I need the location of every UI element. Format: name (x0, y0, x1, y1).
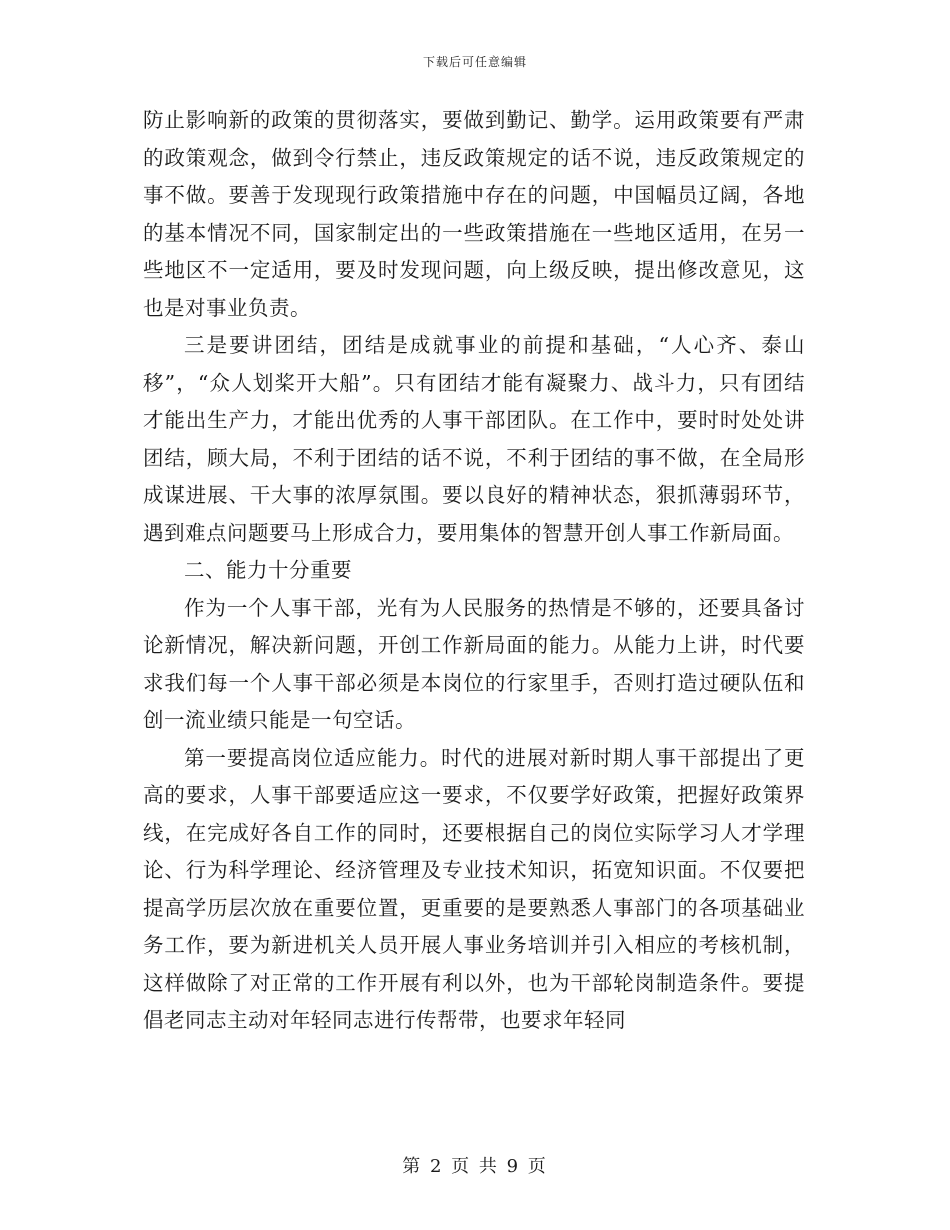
paragraph-4: 第一要提高岗位适应能力。时代的进展对新时期人事干部提出了更高的要求，人事干部要适应这一要求，不仅要学好政策，把握好政策界线，在完成好各自工作的同时，还要根据自己的岗位实际学习人才学理论、行为科学理论、经济管理及专业技术知识，拓宽知识面。不仅要把提高学历层次放在重要位置，更重要的是要熟悉人事部门的各项基础业务工作，要为新进机关人员开展人事业务培训并引入相应的考核机制，这样做除了对正常的工作开展有利以外，也为干部轮岗制造条件。要提倡老同志主动对年轻同志进行传帮带，也要求年轻同 (143, 745, 805, 1032)
section-heading: 二、能力十分重要 (184, 558, 352, 582)
paragraph-3: 作为一个人事干部，光有为人民服务的热情是不够的，还要具备讨论新情况，解决新问题，开创工作新局面的能力。从能力上讲，时代要求我们每一个人事干部必须是本岗位的行家里手，否则打造过硬队伍和创一流业绩只能是一句空话。 (143, 595, 805, 732)
paragraph-1: 防止影响新的政策的贯彻落实，要做到勤记、勤学。运用政策要有严肃的政策观念，做到令行禁止，违反政策规定的话不说，违反政策规定的事不做。要善于发现现行政策措施中存在的问题，中国幅员辽阔，各地的基本情况不同，国家制定出的一些政策措施在一些地区适用，在另一些地区不一定适用，要及时发现问题，向上级反映，提出修改意见，这也是对事业负责。 (143, 108, 805, 320)
page-label-prefix: 第 (402, 1156, 423, 1177)
page-footer (0, 1155, 950, 1179)
page-label-suffix: 页 (527, 1156, 548, 1177)
document-body (143, 102, 805, 1040)
total-pages-number: 9 (506, 1156, 521, 1177)
paragraph-2: 三是要讲团结，团结是成就事业的前提和基础，“人心齐、泰山移”，“众人划桨开大船”。只有团结才能有凝聚力、战斗力，只有团结才能出生产力，才能出优秀的人事干部团队。在工作中，要时时处处讲团结，顾大局，不利于团结的话不说，不利于团结的事不做，在全局形成谋进展、干大事的浓厚氛围。要以良好的精神状态，狠抓薄弱环节，遇到难点问题要马上形成合力，要用集体的智慧开创人事工作新局面。 (143, 333, 805, 545)
page-header: 下载后可任意编辑 (422, 55, 527, 69)
current-page-number: 2 (429, 1156, 444, 1177)
page-label-middle: 页 共 (451, 1156, 499, 1177)
